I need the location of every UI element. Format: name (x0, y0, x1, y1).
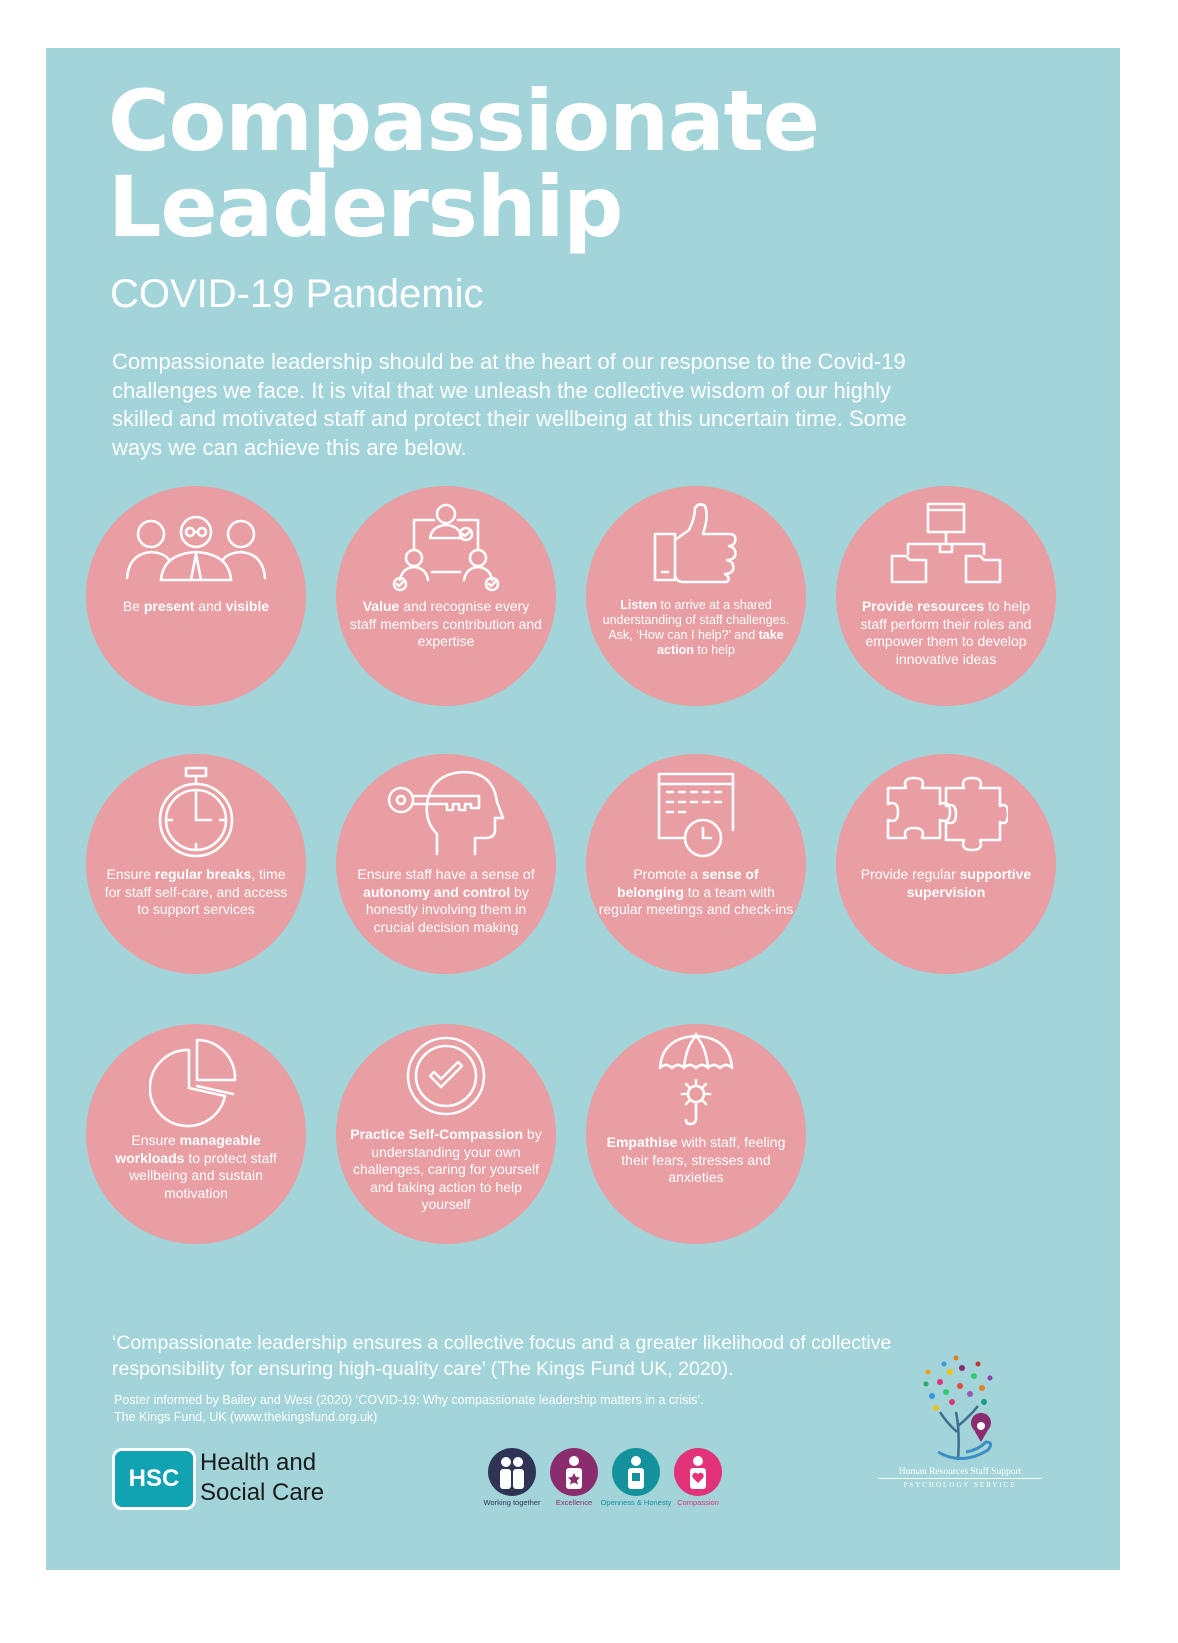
hr-line-1: Human Resources Staff Support (898, 1467, 1022, 1477)
hsc-badge: HSC (112, 1448, 196, 1510)
tip-text: Value and recognise every staff members contribution and expertise (350, 598, 542, 649)
value-label: Excellence (555, 1498, 593, 1507)
folder-tree-icon (886, 500, 1006, 586)
value-compassion (660, 1448, 736, 1507)
tip-text: Empathise with staff, feeling their fears, stresses and anxieties (606, 1134, 786, 1185)
tip-text: Provide resources to help staff perform their roles and empower them to develop innovative ideas (860, 598, 1032, 667)
tip-text: Listen to arrive at a shared understanding of staff challenges. Ask, ‘How can I help?’ and take action to help (602, 598, 790, 657)
openness-honesty-icon (612, 1448, 660, 1496)
title-line-2: Leadership (108, 158, 623, 256)
tip-circle-breaks (86, 754, 306, 974)
puzzle-icon (884, 776, 1008, 856)
team-structure-icon (386, 500, 506, 592)
calendar-clock-icon (653, 768, 739, 858)
intro-paragraph: Compassionate leadership should be at the heart of our response to the Covid-19 challenges we face. It is vital that we unleash the collective wisdom of our highly skilled and motivated staff and protect their wellbeing at this uncertain time. Some ways we can achieve this are below. (112, 349, 907, 460)
tip-circle-present (86, 486, 306, 706)
title-line-1: Compassionate (108, 72, 819, 170)
tip-text: Promote a sense of belonging to a team with regular meetings and check-ins (598, 866, 794, 917)
excellence-icon (550, 1448, 598, 1496)
source-note (114, 1392, 814, 1426)
tip-circle-workloads (86, 1024, 306, 1244)
hsc-name-line-1: Health and (200, 1449, 317, 1476)
thumbs-up-icon (651, 502, 741, 584)
umbrella-gear-icon (656, 1032, 736, 1126)
tip-text: Ensure regular breaks, time for staff self-care, and access to support services (104, 866, 288, 917)
tip-circle-supervision (836, 754, 1056, 974)
tip-circle-empathise (586, 1024, 806, 1244)
tip-text: Be present and visible (122, 598, 270, 614)
hr-staff-support-text (878, 1466, 1042, 1491)
working-together-icon (488, 1448, 536, 1496)
kings-fund-quote: ‘Compassionate leadership ensures a collective focus and a greater likelihood of collective responsibility for ensuring high-quality care’ (The Kings Fund UK, 2020). (112, 1332, 892, 1380)
tip-text: Practice Self-Compassion by understanding your own challenges, caring for yourself and taking action to help yourself (350, 1126, 542, 1212)
hsc-name-line-2: Social Care (200, 1479, 325, 1506)
poster (46, 48, 1120, 1570)
source-line-2: The Kings Fund, UK (www.thekingsfund.org.uk) (114, 1410, 378, 1424)
people-group-icon (121, 510, 271, 582)
tip-text: Ensure staff have a sense of autonomy and control by honestly involving them in crucial decision making (357, 866, 535, 935)
tip-circle-autonomy (336, 754, 556, 974)
tip-circle-self-compassion (336, 1024, 556, 1244)
head-key-icon (385, 768, 507, 856)
poster-subtitle: COVID-19 Pandemic (110, 272, 484, 316)
tip-circle-value (336, 486, 556, 706)
pie-chart-icon (149, 1036, 243, 1128)
value-label: Openness & Honesty (600, 1498, 672, 1507)
values-icons (474, 1448, 734, 1518)
source-line-1: Poster informed by Bailey and West (2020) ‘COVID-19: Why compassionate leadership matters in a crisis’. (114, 1393, 704, 1407)
tip-circle-listen (586, 486, 806, 706)
stopwatch-icon (151, 766, 241, 858)
hr-tree-logo-icon (890, 1342, 1030, 1472)
hsc-name (200, 1448, 360, 1508)
check-circle-icon (404, 1034, 488, 1118)
value-label: Compassion (677, 1498, 719, 1507)
compassion-icon (674, 1448, 722, 1496)
tip-text: Provide regular supportive supervision (860, 866, 1032, 900)
tip-text: Ensure manageable workloads to protect staff wellbeing and sustain motivation (115, 1132, 277, 1201)
value-label: Working together (483, 1498, 541, 1507)
poster-title (108, 72, 819, 256)
tip-circle-resources (836, 486, 1056, 706)
tip-circle-belonging (586, 754, 806, 974)
hr-line-2: PSYCHOLOGY SERVICE (878, 1478, 1042, 1491)
